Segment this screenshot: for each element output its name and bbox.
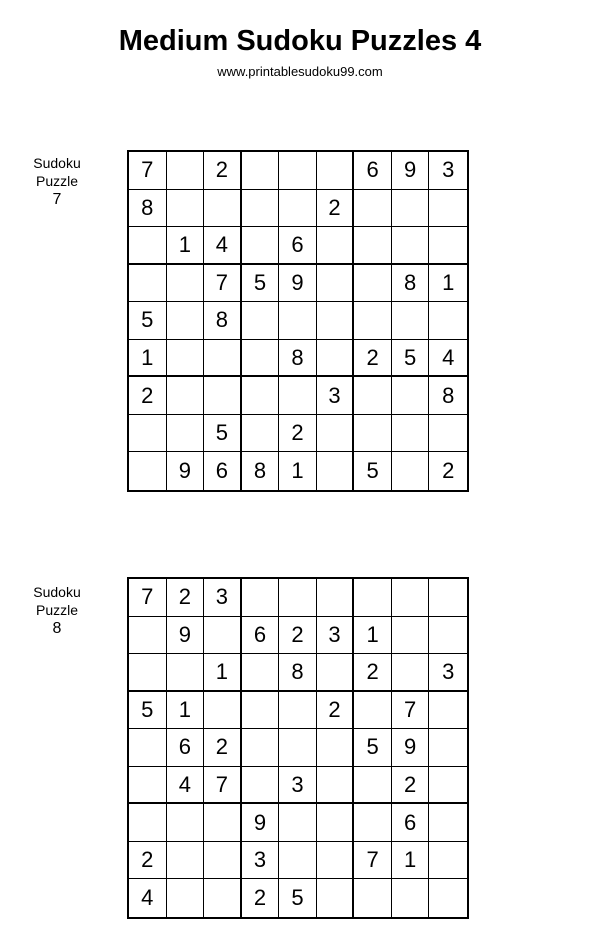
sudoku-cell bbox=[129, 617, 167, 655]
sudoku-cell bbox=[167, 842, 205, 880]
sudoku-cell: 9 bbox=[167, 452, 205, 490]
sudoku-cell: 4 bbox=[204, 227, 242, 265]
sudoku-cell: 6 bbox=[167, 729, 205, 767]
sudoku-cell: 2 bbox=[129, 842, 167, 880]
sudoku-cell bbox=[317, 804, 355, 842]
sudoku-cell bbox=[354, 302, 392, 340]
sudoku-cell bbox=[317, 152, 355, 190]
sudoku-cell bbox=[167, 190, 205, 228]
puzzle-label-line1: Sudoku bbox=[33, 155, 81, 171]
sudoku-cell bbox=[279, 302, 317, 340]
sudoku-cell: 3 bbox=[429, 654, 467, 692]
sudoku-cell bbox=[429, 879, 467, 917]
sudoku-cell bbox=[129, 804, 167, 842]
sudoku-cell bbox=[354, 879, 392, 917]
sudoku-cell bbox=[429, 227, 467, 265]
sudoku-cell bbox=[429, 415, 467, 453]
sudoku-cell bbox=[392, 190, 430, 228]
sudoku-cell bbox=[242, 767, 280, 805]
sudoku-cell bbox=[242, 579, 280, 617]
sudoku-cell: 3 bbox=[429, 152, 467, 190]
sudoku-cell: 7 bbox=[204, 767, 242, 805]
sudoku-cell: 9 bbox=[279, 265, 317, 303]
sudoku-cell: 7 bbox=[129, 152, 167, 190]
sudoku-cell bbox=[354, 190, 392, 228]
sudoku-cell bbox=[242, 654, 280, 692]
sudoku-cell bbox=[204, 692, 242, 730]
sudoku-cell: 1 bbox=[167, 227, 205, 265]
sudoku-cell bbox=[204, 804, 242, 842]
sudoku-cell: 1 bbox=[279, 452, 317, 490]
sudoku-cell bbox=[317, 767, 355, 805]
sudoku-cell bbox=[317, 415, 355, 453]
sudoku-cell bbox=[279, 692, 317, 730]
sudoku-cell bbox=[317, 842, 355, 880]
sudoku-cell: 5 bbox=[279, 879, 317, 917]
sudoku-cell bbox=[392, 579, 430, 617]
sudoku-cell bbox=[354, 692, 392, 730]
sudoku-cell bbox=[167, 415, 205, 453]
puzzle-label-line1: Sudoku bbox=[33, 584, 81, 600]
sudoku-cell: 7 bbox=[129, 579, 167, 617]
sudoku-cell bbox=[167, 265, 205, 303]
sudoku-cell: 5 bbox=[354, 452, 392, 490]
sudoku-cell bbox=[242, 415, 280, 453]
sudoku-cell: 2 bbox=[204, 729, 242, 767]
sudoku-cell: 1 bbox=[354, 617, 392, 655]
sudoku-cell: 1 bbox=[429, 265, 467, 303]
sudoku-cell bbox=[392, 879, 430, 917]
sudoku-cell bbox=[429, 729, 467, 767]
sudoku-cell bbox=[429, 617, 467, 655]
sudoku-cell bbox=[317, 227, 355, 265]
sudoku-cell bbox=[354, 767, 392, 805]
sudoku-cell bbox=[242, 377, 280, 415]
sudoku-cell: 6 bbox=[279, 227, 317, 265]
sudoku-cell: 2 bbox=[167, 579, 205, 617]
sudoku-cell bbox=[429, 842, 467, 880]
sudoku-cell: 8 bbox=[429, 377, 467, 415]
sudoku-cell bbox=[429, 692, 467, 730]
sudoku-cell: 8 bbox=[279, 654, 317, 692]
sudoku-cell: 1 bbox=[129, 340, 167, 378]
sudoku-cell bbox=[354, 377, 392, 415]
sudoku-cell bbox=[392, 452, 430, 490]
sudoku-cell: 6 bbox=[354, 152, 392, 190]
sudoku-cell: 1 bbox=[392, 842, 430, 880]
sudoku-cell: 2 bbox=[354, 340, 392, 378]
sudoku-cell: 8 bbox=[242, 452, 280, 490]
sudoku-cell bbox=[317, 729, 355, 767]
sudoku-cell bbox=[129, 265, 167, 303]
sudoku-cell: 5 bbox=[392, 340, 430, 378]
sudoku-cell: 9 bbox=[392, 152, 430, 190]
sudoku-cell bbox=[317, 302, 355, 340]
sudoku-cell: 2 bbox=[442, 458, 455, 484]
sudoku-cell bbox=[317, 340, 355, 378]
sudoku-cell bbox=[392, 377, 430, 415]
sudoku-cell bbox=[279, 190, 317, 228]
sudoku-cell: 4 bbox=[167, 767, 205, 805]
sudoku-cell: 5 bbox=[242, 265, 280, 303]
sudoku-cell: 4 bbox=[129, 879, 167, 917]
sudoku-cell: 2 bbox=[317, 190, 355, 228]
sudoku-cell: 1 bbox=[167, 692, 205, 730]
sudoku-cell bbox=[392, 654, 430, 692]
sudoku-cell bbox=[279, 842, 317, 880]
sudoku-cell: 2 bbox=[129, 377, 167, 415]
sudoku-cell: 7 bbox=[354, 842, 392, 880]
sudoku-cell: 8 bbox=[392, 265, 430, 303]
sudoku-cell bbox=[392, 227, 430, 265]
sudoku-grid-8 bbox=[127, 577, 469, 919]
sudoku-cell bbox=[317, 452, 355, 490]
sudoku-cell bbox=[354, 415, 392, 453]
sudoku-cell bbox=[204, 377, 242, 415]
sudoku-cell: 5 bbox=[129, 692, 167, 730]
sudoku-cell: 3 bbox=[317, 377, 355, 415]
sudoku-cell bbox=[279, 377, 317, 415]
sudoku-cell: 9 bbox=[242, 804, 280, 842]
sudoku-cell: 3 bbox=[317, 617, 355, 655]
sudoku-cell bbox=[129, 767, 167, 805]
sudoku-cell bbox=[129, 415, 167, 453]
puzzle-label-8 bbox=[18, 583, 96, 639]
sudoku-cell: 4 bbox=[429, 340, 467, 378]
sudoku-cell bbox=[392, 617, 430, 655]
sudoku-cell: 8 bbox=[204, 302, 242, 340]
sudoku-cell bbox=[129, 729, 167, 767]
sudoku-cell bbox=[129, 654, 167, 692]
sudoku-cell bbox=[279, 579, 317, 617]
sudoku-cell: 7 bbox=[204, 265, 242, 303]
sudoku-cell: 5 bbox=[129, 302, 167, 340]
sudoku-cell bbox=[354, 804, 392, 842]
sudoku-cell: 8 bbox=[129, 190, 167, 228]
sudoku-cell bbox=[167, 654, 205, 692]
sudoku-cell: 2 bbox=[242, 879, 280, 917]
puzzle-label-line2: Puzzle bbox=[35, 602, 79, 618]
sudoku-cell bbox=[167, 302, 205, 340]
sudoku-cell: 5 bbox=[354, 729, 392, 767]
sudoku-cell: 1 bbox=[204, 654, 242, 692]
sudoku-cell: 7 bbox=[392, 692, 430, 730]
sudoku-cell bbox=[167, 152, 205, 190]
sudoku-cell bbox=[129, 227, 167, 265]
sudoku-cell: 6 bbox=[204, 452, 242, 490]
sudoku-cell bbox=[429, 767, 467, 805]
sudoku-cell: 2 bbox=[354, 654, 392, 692]
sudoku-cell bbox=[242, 692, 280, 730]
sudoku-cell bbox=[354, 265, 392, 303]
sudoku-cell bbox=[167, 340, 205, 378]
sudoku-cell bbox=[242, 302, 280, 340]
page-title: Medium Sudoku Puzzles 4 bbox=[118, 25, 482, 57]
sudoku-cell: 2 bbox=[317, 692, 355, 730]
sudoku-cell bbox=[279, 729, 317, 767]
sudoku-cell bbox=[429, 190, 467, 228]
sudoku-cell bbox=[204, 340, 242, 378]
sudoku-cell bbox=[242, 152, 280, 190]
sudoku-cell: 6 bbox=[242, 617, 280, 655]
sudoku-cell bbox=[317, 654, 355, 692]
sudoku-cell: 2 bbox=[204, 152, 242, 190]
sudoku-cell: 8 bbox=[279, 340, 317, 378]
sudoku-cell bbox=[317, 265, 355, 303]
sudoku-cell bbox=[429, 579, 467, 617]
sudoku-cell bbox=[167, 879, 205, 917]
sudoku-cell: 2 bbox=[392, 767, 430, 805]
sudoku-cell bbox=[204, 190, 242, 228]
sudoku-grid-7 bbox=[127, 150, 469, 492]
sudoku-cell bbox=[204, 879, 242, 917]
sudoku-cell bbox=[204, 617, 242, 655]
sudoku-cell: 5 bbox=[204, 415, 242, 453]
sudoku-cell bbox=[354, 579, 392, 617]
sudoku-cell: 2 bbox=[279, 617, 317, 655]
sudoku-cell bbox=[279, 152, 317, 190]
sudoku-cell bbox=[317, 579, 355, 617]
sudoku-cell bbox=[242, 729, 280, 767]
sudoku-cell bbox=[392, 302, 430, 340]
sudoku-cell bbox=[429, 302, 467, 340]
sudoku-cell bbox=[129, 452, 167, 490]
sudoku-cell: 6 bbox=[392, 804, 430, 842]
sudoku-cell bbox=[167, 804, 205, 842]
sudoku-cell bbox=[317, 879, 355, 917]
puzzle-label-7 bbox=[18, 154, 96, 210]
puzzle-number: 8 bbox=[52, 620, 62, 637]
sudoku-cell: 9 bbox=[167, 617, 205, 655]
sudoku-cell bbox=[279, 804, 317, 842]
sudoku-cell: 9 bbox=[392, 729, 430, 767]
sudoku-cell bbox=[429, 804, 467, 842]
sudoku-cell bbox=[242, 227, 280, 265]
page-subtitle: www.printablesudoku99.com bbox=[217, 64, 383, 79]
sudoku-cell bbox=[392, 415, 430, 453]
sudoku-cell: 3 bbox=[204, 579, 242, 617]
sudoku-cell: 3 bbox=[279, 767, 317, 805]
sudoku-cell bbox=[242, 340, 280, 378]
sudoku-cell bbox=[354, 227, 392, 265]
sudoku-cell bbox=[167, 377, 205, 415]
sudoku-cell: 2 bbox=[279, 415, 317, 453]
sudoku-cell: 3 bbox=[242, 842, 280, 880]
puzzle-label-line2: Puzzle bbox=[35, 173, 79, 189]
sudoku-cell bbox=[204, 842, 242, 880]
sudoku-cell bbox=[242, 190, 280, 228]
puzzle-number: 7 bbox=[52, 191, 62, 208]
